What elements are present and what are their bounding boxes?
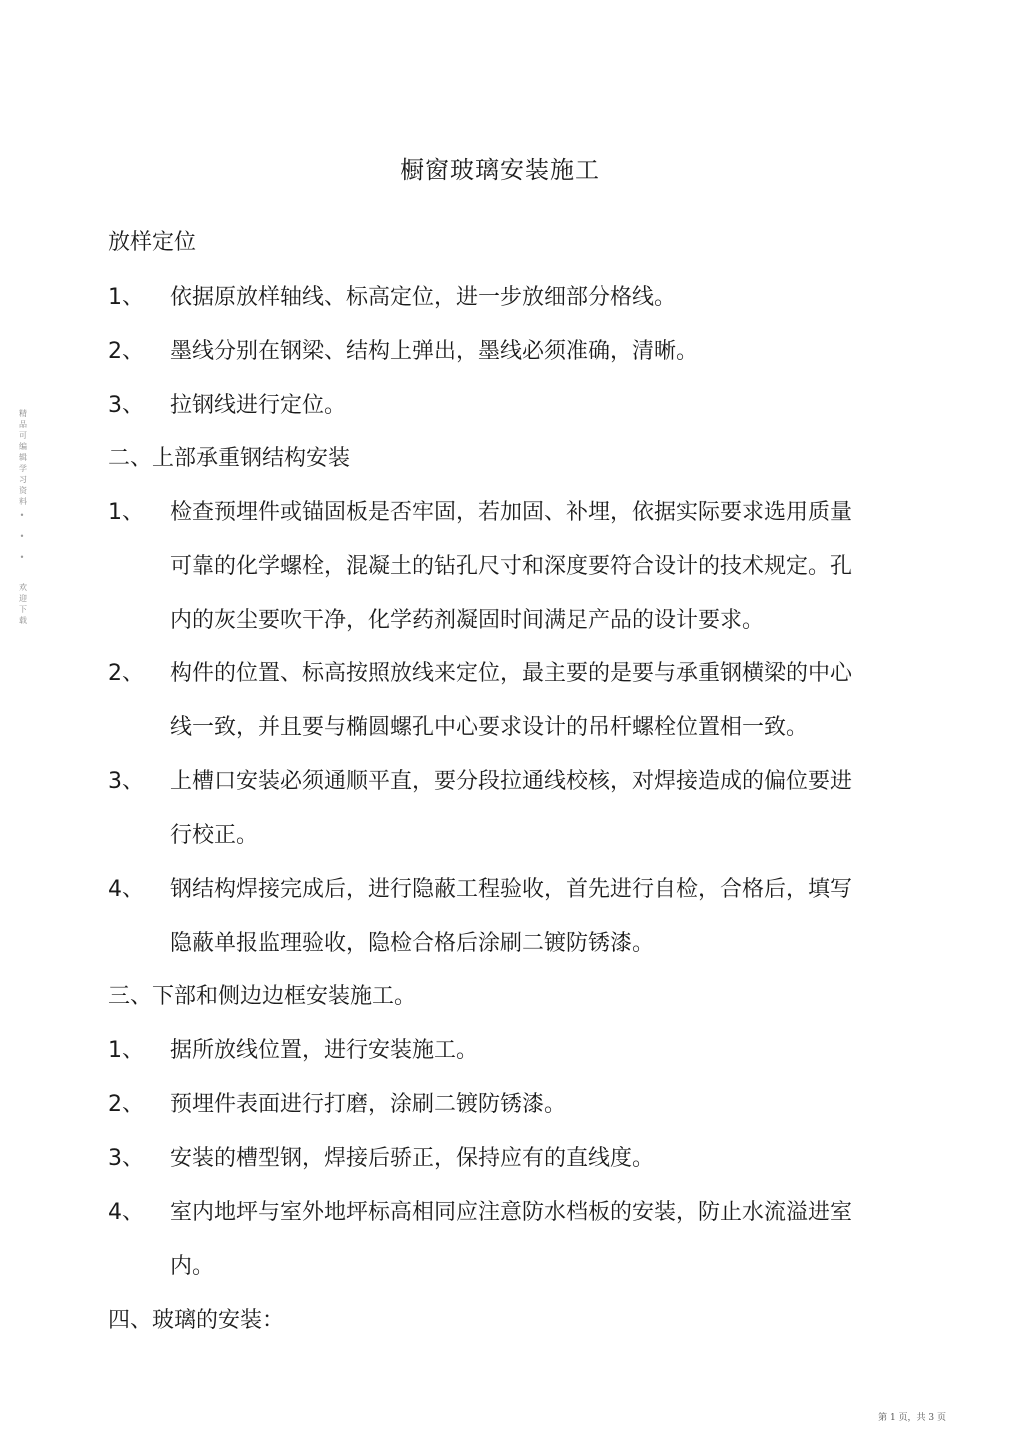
item-number: 4、 xyxy=(108,877,144,902)
item-text: 室内地坪与室外地坪标高相同应注意防水档板的安装，防止水流溢进室 xyxy=(170,1200,853,1225)
item-number: 1、 xyxy=(108,285,144,310)
item-text: 拉钢线进行定位。 xyxy=(170,393,347,418)
item-text: 钢结构焊接完成后，进行隐蔽工程验收，首先进行自检，合格后，填写 xyxy=(170,877,853,902)
item-text-continued: 内。 xyxy=(170,1254,215,1279)
item-text: 检查预埋件或锚固板是否牢固，若加固、补埋，依据实际要求选用质量 xyxy=(170,500,853,525)
dot-icon: • xyxy=(19,553,25,562)
item-text: 构件的位置、标高按照放线来定位，最主要的是要与承重钢横梁的中心 xyxy=(170,661,853,686)
item-number: 1、 xyxy=(108,1038,144,1063)
item-text-continued: 内的灰尘要吹干净，化学药剂凝固时间满足产品的设计要求。 xyxy=(170,608,765,633)
section-heading: 四、玻璃的安装： xyxy=(108,1308,285,1333)
item-number: 2、 xyxy=(108,339,144,364)
side-watermark-top: 精品可编辑学习资料 xyxy=(19,409,27,506)
item-number: 2、 xyxy=(108,1092,144,1117)
item-text: 安装的槽型钢，焊接后骄正，保持应有的直线度。 xyxy=(170,1146,655,1171)
item-text: 依据原放样轴线、标高定位，进一步放细部分格线。 xyxy=(170,285,677,310)
item-number: 4、 xyxy=(108,1200,144,1225)
item-text: 预埋件表面进行打磨，涂刷二镀防锈漆。 xyxy=(170,1092,567,1117)
section-heading: 二、上部承重钢结构安装 xyxy=(108,446,351,471)
item-number: 3、 xyxy=(108,1146,144,1171)
dot-icon: • xyxy=(19,511,25,520)
item-text: 上槽口安装必须通顺平直，要分段拉通线校核，对焊接造成的偏位要进 xyxy=(170,769,853,794)
section-heading: 三、下部和侧边边框安装施工。 xyxy=(108,984,417,1009)
item-text-continued: 可靠的化学螺栓，混凝土的钻孔尺寸和深度要符合设计的技术规定。孔 xyxy=(170,554,853,579)
item-number: 1、 xyxy=(108,500,144,525)
side-watermark-bottom: 欢迎下载 xyxy=(19,583,27,625)
item-number: 3、 xyxy=(108,393,144,418)
section-heading: 放样定位 xyxy=(108,230,197,255)
document-title: 橱窗玻璃安装施工 xyxy=(400,156,600,184)
item-text-continued: 行校正。 xyxy=(170,823,259,848)
item-text-continued: 线一致，并且要与椭圆螺孔中心要求设计的吊杆螺栓位置相一致。 xyxy=(170,715,809,740)
item-text: 据所放线位置，进行安装施工。 xyxy=(170,1038,479,1063)
item-number: 3、 xyxy=(108,769,144,794)
dot-icon: • xyxy=(19,532,25,541)
item-number: 2、 xyxy=(108,661,144,686)
item-text-continued: 隐蔽单报监理验收，隐检合格后涂刷二镀防锈漆。 xyxy=(170,931,655,956)
side-watermark-dots xyxy=(18,505,26,568)
item-text: 墨线分别在钢梁、结构上弹出，墨线必须准确，清晰。 xyxy=(170,339,699,364)
page-number-footer: 第 1 页，共 3 页 xyxy=(878,1413,946,1423)
